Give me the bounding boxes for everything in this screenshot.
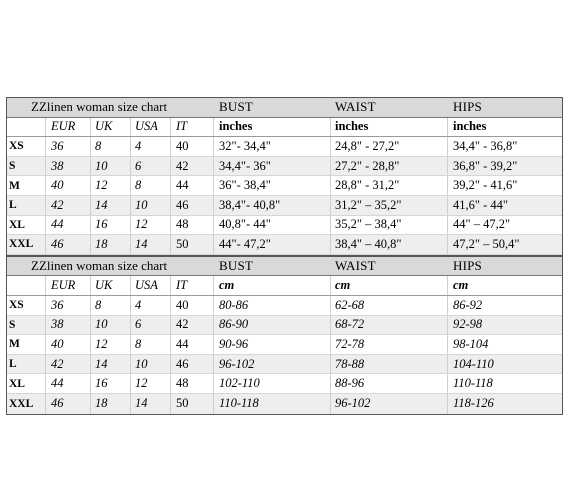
column-divider (130, 316, 131, 335)
column-divider (330, 137, 331, 156)
column-divider (330, 235, 331, 254)
hips-value: 47,2" – 50,4" (453, 236, 520, 251)
column-divider (170, 374, 171, 393)
table-row (7, 235, 562, 255)
chart-title: ZZlinen woman size chart (31, 99, 168, 115)
usa-size: 12 (135, 217, 148, 232)
col-header-usa: USA (135, 278, 158, 293)
column-divider (130, 176, 131, 195)
column-divider (130, 137, 131, 156)
hips-value: 98-104 (453, 336, 489, 351)
eur-size: 44 (51, 217, 64, 232)
column-divider (330, 157, 331, 176)
column-divider (213, 355, 214, 374)
header-bust: BUST (219, 99, 254, 115)
table-row (7, 176, 562, 196)
column-divider (170, 394, 171, 414)
column-divider (130, 216, 131, 235)
size-section-inches (7, 98, 562, 255)
header-waist: WAIST (335, 258, 376, 274)
column-divider (170, 118, 171, 137)
size-label: XS (9, 299, 24, 312)
table-row (7, 394, 562, 414)
column-divider (170, 316, 171, 335)
bust-value: 40,8"- 44" (219, 217, 271, 232)
column-divider (213, 157, 214, 176)
eur-size: 38 (51, 158, 64, 173)
uk-size: 16 (95, 217, 108, 232)
column-divider (90, 216, 91, 235)
column-divider (170, 235, 171, 254)
uk-size: 10 (95, 317, 108, 332)
column-divider (45, 118, 46, 137)
eur-size: 44 (51, 376, 64, 391)
column-divider (45, 276, 46, 295)
unit-row (7, 118, 562, 138)
bust-value: 36"- 38,4" (219, 178, 271, 193)
size-section-cm (7, 255, 562, 414)
bust-value: 34,4"- 36" (219, 158, 271, 173)
column-divider (447, 235, 448, 254)
usa-size: 10 (135, 197, 148, 212)
column-divider (90, 335, 91, 354)
column-divider (90, 176, 91, 195)
table-row (7, 157, 562, 177)
waist-value: 35,2" – 38,4" (335, 217, 402, 232)
size-label: S (9, 318, 16, 331)
waist-value: 78-88 (335, 356, 365, 371)
waist-value: 72-78 (335, 336, 365, 351)
column-divider (90, 394, 91, 414)
column-divider (447, 276, 448, 295)
table-row (7, 316, 562, 336)
eur-size: 36 (51, 297, 64, 312)
col-header-eur: EUR (51, 119, 76, 134)
column-divider (447, 137, 448, 156)
column-divider (330, 276, 331, 295)
it-size: 44 (176, 336, 189, 351)
size-label: XXL (9, 397, 34, 410)
usa-size: 8 (135, 178, 142, 193)
header-hips: HIPS (453, 258, 482, 274)
column-divider (213, 335, 214, 354)
usa-size: 6 (135, 317, 142, 332)
column-divider (170, 276, 171, 295)
bust-value: 110-118 (219, 396, 259, 411)
eur-size: 42 (51, 197, 64, 212)
column-divider (330, 216, 331, 235)
column-divider (90, 374, 91, 393)
column-divider (90, 118, 91, 137)
waist-value: 62-68 (335, 297, 365, 312)
eur-size: 46 (51, 236, 64, 251)
it-size: 46 (176, 197, 189, 212)
column-divider (170, 157, 171, 176)
col-header-usa: USA (135, 119, 158, 134)
column-divider (90, 296, 91, 315)
unit-row (7, 276, 562, 296)
column-divider (213, 316, 214, 335)
column-divider (213, 276, 214, 295)
column-divider (447, 118, 448, 137)
column-divider (330, 118, 331, 137)
waist-value: 68-72 (335, 317, 365, 332)
waist-value: 88-96 (335, 376, 365, 391)
column-divider (130, 118, 131, 137)
col-header-it: IT (176, 119, 188, 134)
table-row (7, 196, 562, 216)
column-divider (447, 374, 448, 393)
col-header-eur: EUR (51, 278, 76, 293)
header-bust: BUST (219, 258, 254, 274)
column-divider (447, 316, 448, 335)
header-waist: WAIST (335, 99, 376, 115)
eur-size: 46 (51, 396, 64, 411)
column-divider (447, 355, 448, 374)
it-size: 44 (176, 178, 189, 193)
eur-size: 38 (51, 317, 64, 332)
usa-size: 10 (135, 356, 148, 371)
eur-size: 40 (51, 178, 64, 193)
size-label: XS (9, 140, 24, 153)
unit-label-bust: inches (219, 119, 253, 134)
waist-value: 38,4" – 40,8" (335, 236, 402, 251)
column-divider (170, 335, 171, 354)
waist-value: 28,8" - 31,2" (335, 178, 400, 193)
it-size: 48 (176, 217, 189, 232)
it-size: 42 (176, 317, 189, 332)
usa-size: 4 (135, 297, 142, 312)
column-divider (45, 296, 46, 315)
column-divider (45, 374, 46, 393)
it-size: 50 (176, 396, 189, 411)
hips-value: 104-110 (453, 356, 494, 371)
unit-label-waist: cm (335, 278, 351, 293)
column-divider (330, 394, 331, 414)
it-size: 40 (176, 297, 189, 312)
hips-value: 110-118 (453, 376, 493, 391)
it-size: 40 (176, 138, 189, 153)
column-divider (130, 235, 131, 254)
column-divider (130, 296, 131, 315)
uk-size: 14 (95, 356, 108, 371)
column-divider (330, 355, 331, 374)
usa-size: 12 (135, 376, 148, 391)
uk-size: 12 (95, 336, 108, 351)
column-divider (447, 176, 448, 195)
table-row (7, 335, 562, 355)
unit-label-waist: inches (335, 119, 369, 134)
hips-value: 34,4" - 36,8" (453, 138, 518, 153)
column-divider (130, 394, 131, 414)
uk-size: 18 (95, 396, 108, 411)
col-header-uk: UK (95, 278, 113, 293)
bust-value: 102-110 (219, 376, 260, 391)
column-divider (170, 137, 171, 156)
bust-value: 96-102 (219, 356, 255, 371)
column-divider (213, 176, 214, 195)
unit-label-hips: inches (453, 119, 487, 134)
column-divider (45, 176, 46, 195)
bust-value: 44"- 47,2" (219, 236, 271, 251)
usa-size: 14 (135, 396, 148, 411)
column-divider (213, 374, 214, 393)
column-divider (130, 335, 131, 354)
size-label: XL (9, 218, 25, 231)
column-divider (130, 355, 131, 374)
uk-size: 16 (95, 376, 108, 391)
it-size: 50 (176, 236, 189, 251)
hips-value: 41,6" - 44" (453, 197, 508, 212)
column-divider (213, 118, 214, 137)
usa-size: 4 (135, 138, 142, 153)
table-row (7, 355, 562, 375)
column-divider (330, 316, 331, 335)
size-chart (6, 97, 563, 415)
waist-value: 24,8" - 27,2" (335, 138, 400, 153)
uk-size: 12 (95, 178, 108, 193)
column-divider (447, 296, 448, 315)
eur-size: 40 (51, 336, 64, 351)
column-divider (45, 355, 46, 374)
size-label: S (9, 160, 16, 173)
column-divider (213, 196, 214, 215)
hips-value: 36,8" - 39,2" (453, 158, 518, 173)
waist-value: 96-102 (335, 396, 371, 411)
hips-value: 118-126 (453, 396, 494, 411)
unit-label-bust: cm (219, 278, 235, 293)
size-label: XXL (9, 238, 34, 251)
table-row (7, 296, 562, 316)
usa-size: 14 (135, 236, 148, 251)
column-divider (45, 335, 46, 354)
header-row (7, 257, 562, 277)
column-divider (90, 316, 91, 335)
col-header-uk: UK (95, 119, 113, 134)
bust-value: 38,4"- 40,8" (219, 197, 281, 212)
it-size: 46 (176, 356, 189, 371)
waist-value: 27,2" - 28,8" (335, 158, 400, 173)
uk-size: 8 (95, 297, 102, 312)
column-divider (330, 335, 331, 354)
uk-size: 8 (95, 138, 102, 153)
column-divider (170, 296, 171, 315)
bust-value: 86-90 (219, 317, 249, 332)
waist-value: 31,2" – 35,2" (335, 197, 402, 212)
it-size: 42 (176, 158, 189, 173)
column-divider (45, 216, 46, 235)
column-divider (90, 235, 91, 254)
column-divider (45, 394, 46, 414)
header-row (7, 98, 562, 118)
column-divider (213, 394, 214, 414)
column-divider (447, 394, 448, 414)
column-divider (330, 374, 331, 393)
size-label: M (9, 179, 20, 192)
column-divider (90, 276, 91, 295)
table-row (7, 137, 562, 157)
column-divider (447, 196, 448, 215)
column-divider (90, 355, 91, 374)
uk-size: 18 (95, 236, 108, 251)
column-divider (213, 296, 214, 315)
column-divider (170, 355, 171, 374)
column-divider (130, 374, 131, 393)
hips-value: 39,2" - 41,6" (453, 178, 518, 193)
column-divider (213, 216, 214, 235)
eur-size: 36 (51, 138, 64, 153)
column-divider (330, 296, 331, 315)
table-row (7, 374, 562, 394)
table-row (7, 216, 562, 236)
size-label: L (9, 358, 17, 371)
bust-value: 90-96 (219, 336, 249, 351)
column-divider (45, 137, 46, 156)
column-divider (170, 196, 171, 215)
column-divider (130, 276, 131, 295)
size-label: XL (9, 377, 25, 390)
column-divider (170, 176, 171, 195)
column-divider (170, 216, 171, 235)
hips-value: 92-98 (453, 317, 483, 332)
size-label: L (9, 199, 17, 212)
column-divider (330, 196, 331, 215)
column-divider (130, 196, 131, 215)
column-divider (447, 157, 448, 176)
hips-value: 44" – 47,2" (453, 217, 511, 232)
column-divider (447, 335, 448, 354)
column-divider (90, 157, 91, 176)
uk-size: 10 (95, 158, 108, 173)
header-hips: HIPS (453, 99, 482, 115)
usa-size: 8 (135, 336, 142, 351)
column-divider (45, 196, 46, 215)
size-label: M (9, 338, 20, 351)
usa-size: 6 (135, 158, 142, 173)
it-size: 48 (176, 376, 189, 391)
column-divider (45, 157, 46, 176)
hips-value: 86-92 (453, 297, 483, 312)
column-divider (45, 235, 46, 254)
column-divider (213, 137, 214, 156)
column-divider (90, 137, 91, 156)
unit-label-hips: cm (453, 278, 469, 293)
uk-size: 14 (95, 197, 108, 212)
column-divider (330, 176, 331, 195)
column-divider (90, 196, 91, 215)
col-header-it: IT (176, 278, 188, 293)
column-divider (213, 235, 214, 254)
eur-size: 42 (51, 356, 64, 371)
column-divider (447, 216, 448, 235)
column-divider (130, 157, 131, 176)
bust-value: 32"- 34,4" (219, 138, 271, 153)
chart-title: ZZlinen woman size chart (31, 258, 168, 274)
column-divider (45, 316, 46, 335)
bust-value: 80-86 (219, 297, 249, 312)
